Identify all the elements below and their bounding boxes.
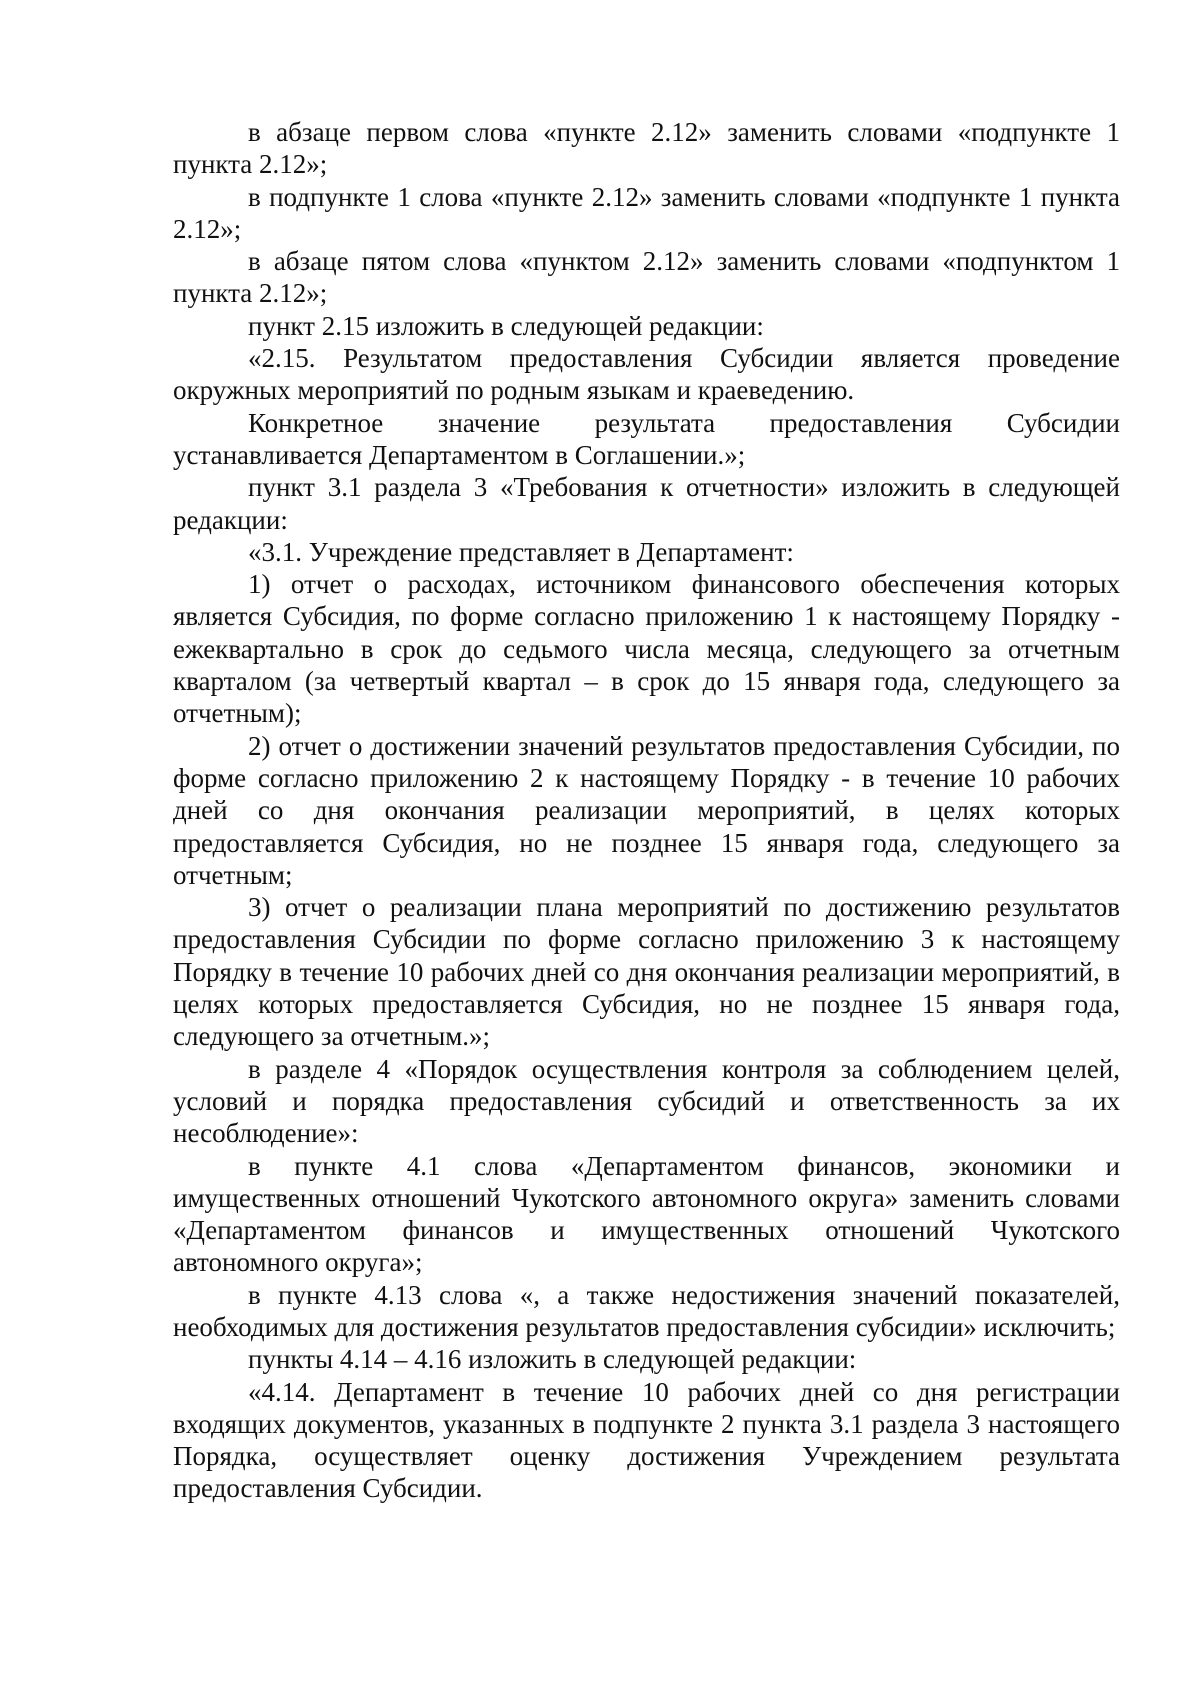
document-page <box>173 116 1120 1505</box>
paragraph: в пункте 4.13 слова «, а также недостижения значений показателей, необходимых для достижения результатов предоставления субсидии» исключить; <box>173 1279 1120 1342</box>
paragraph: в подпункте 1 слова «пункте 2.12» заменить словами «подпункте 1 пункта 2.12»; <box>173 181 1120 244</box>
paragraph: в пункте 4.1 слова «Департаментом финансов, экономики и имущественных отношений Чукотского автономного округа» заменить словами «Департаментом финансов и имущественных отношений Чукотского автономного округа»; <box>173 1150 1120 1278</box>
paragraph: 3) отчет о реализации плана мероприятий по достижению результатов предоставления Субсидии по форме согласно приложению 3 к настоящему Порядку в течение 10 рабочих дней со дня окончания реализации мероприятий, в целях которых предоставляется Субсидия, но не позднее 15 января года, следующего за отчетным.»; <box>173 892 1120 1052</box>
paragraph: в разделе 4 «Порядок осуществления контроля за соблюдением целей, условий и порядка предоставления субсидий и ответственность за их несоблюдение»: <box>173 1053 1120 1149</box>
paragraph: пункты 4.14 – 4.16 изложить в следующей редакции: <box>248 1344 857 1375</box>
paragraph: в абзаце первом слова «пункте 2.12» заменить словами «подпункте 1 пункта 2.12»; <box>173 117 1120 180</box>
paragraph: «3.1. Учреждение представляет в Департамент: <box>248 536 794 567</box>
paragraph: 2) отчет о достижении значений результатов предоставления Субсидии, по форме согласно приложению 2 к настоящему Порядку - в течение 10 рабочих дней со дня окончания реализации мероприятий, в целях которых предоставляется Субсидия, но не позднее 15 января года, следующего за отчетным; <box>173 730 1120 890</box>
paragraph: пункт 3.1 раздела 3 «Требования к отчетности» изложить в следующей редакции: <box>173 472 1120 535</box>
paragraph: «2.15. Результатом предоставления Субсидии является проведение окружных мероприятий по родным языкам и краеведению. <box>173 343 1120 406</box>
paragraph: пункт 2.15 изложить в следующей редакции: <box>248 310 764 341</box>
paragraph: 1) отчет о расходах, источником финансового обеспечения которых является Субсидия, по форме согласно приложению 1 к настоящему Порядку - ежеквартально в срок до седьмого числа месяца, следующего за отчетным кварталом (за четвертый квартал – в срок до 15 января года, следующего за отчетным); <box>173 569 1120 729</box>
paragraph: в абзаце пятом слова «пунктом 2.12» заменить словами «подпунктом 1 пункта 2.12»; <box>173 246 1120 309</box>
paragraph: Конкретное значение результата предоставления Субсидии устанавливается Департаментом в Соглашении.»; <box>173 407 1120 470</box>
paragraph: «4.14. Департамент в течение 10 рабочих дней со дня регистрации входящих документов, указанных в подпункте 2 пункта 3.1 раздела 3 настоящего Порядка, осуществляет оценку достижения Учреждением результата предоставления Субсидии. <box>173 1376 1120 1504</box>
